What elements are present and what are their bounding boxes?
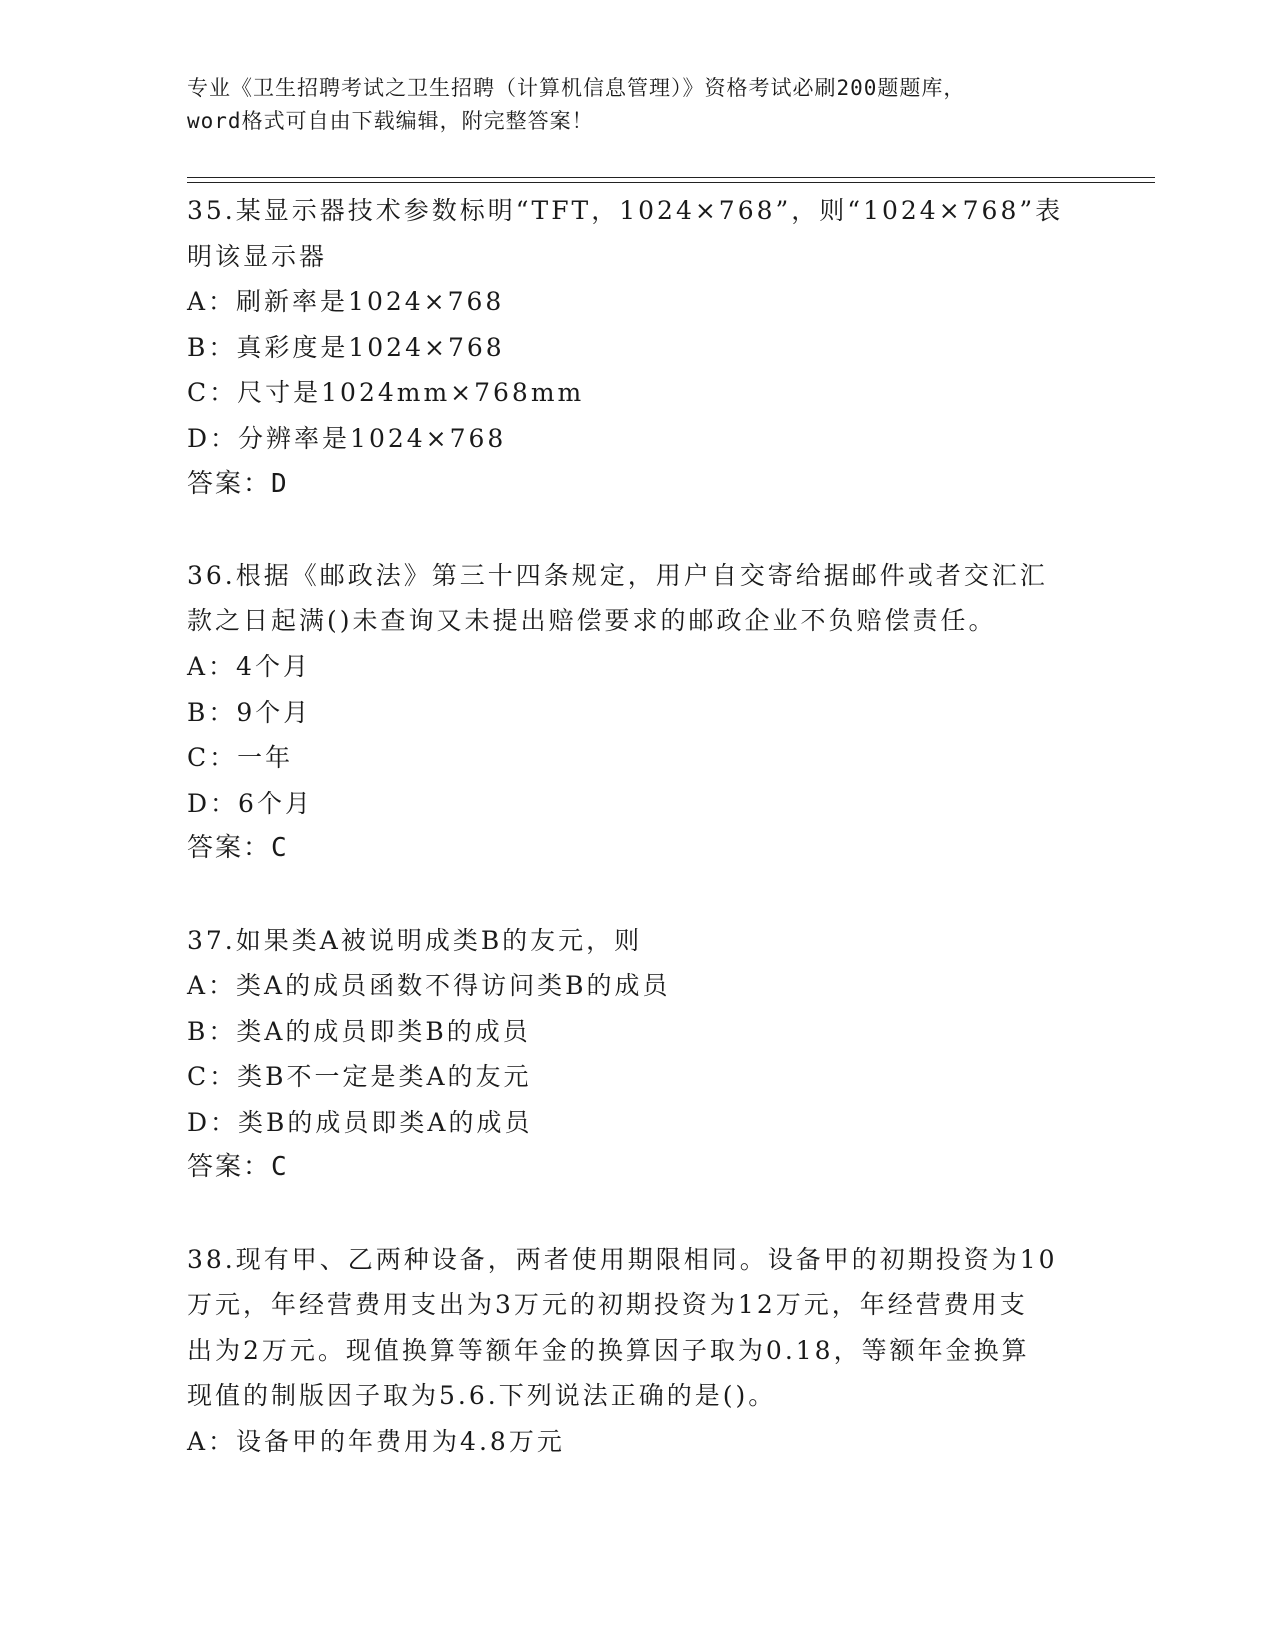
answer: 答案：C [187, 1152, 289, 1183]
option-d: D：分辨率是1024×768 [187, 423, 507, 453]
answer: 答案：D [187, 468, 289, 499]
option-a: A：刷新率是1024×768 [187, 287, 505, 317]
question-stem: 37.如果类A被说明成类B的友元，则 [187, 925, 643, 955]
option-b: B：类A的成员即类B的成员 [187, 1016, 531, 1046]
header-divider-bottom [187, 182, 1155, 183]
document-header [187, 72, 1107, 138]
question-35 [187, 188, 1147, 507]
question-stem: 36.根据《邮政法》第三十四条规定，用户自交寄给据邮件或者交汇汇 [187, 560, 1048, 590]
question-stem: 出为2万元。现值换算等额年金的换算因子取为0.18，等额年金换算 [187, 1335, 1030, 1365]
question-stem: 现值的制版因子取为5.6.下列说法正确的是()。 [187, 1381, 777, 1411]
option-c: C：尺寸是1024mm×768mm [187, 378, 585, 408]
question-stem: 35.某显示器技术参数标明“TFT，1024×768”，则“1024×768”表 [187, 196, 1064, 225]
question-38 [187, 1237, 1147, 1465]
option-a: A：类A的成员函数不得访问类B的成员 [187, 971, 671, 1001]
option-a: A：设备甲的年费用为4.8万元 [187, 1427, 565, 1457]
question-stem: 款之日起满()未查询又未提出赔偿要求的邮政企业不负赔偿责任。 [187, 606, 997, 636]
question-36 [187, 553, 1147, 872]
header-line-2: word格式可自由下载编辑，附完整答案！ [187, 109, 594, 133]
option-c: C：一年 [187, 743, 294, 773]
question-list [187, 188, 1147, 1465]
question-stem: 38.现有甲、乙两种设备，两者使用期限相同。设备甲的初期投资为10 [187, 1244, 1058, 1274]
header-line-1: 专业《卫生招聘考试之卫生招聘（计算机信息管理）》资格考试必刷200题题库， [187, 76, 966, 100]
option-b: B：真彩度是1024×768 [187, 332, 505, 362]
option-a: A：4个月 [187, 651, 311, 681]
option-d: D：类B的成员即类A的成员 [187, 1107, 533, 1137]
question-37 [187, 918, 1147, 1192]
option-d: D：6个月 [187, 788, 313, 818]
option-b: B：9个月 [187, 697, 312, 727]
question-stem: 万元，年经营费用支出为3万元的初期投资为12万元，年经营费用支 [187, 1290, 1028, 1320]
answer: 答案：C [187, 833, 289, 864]
question-stem: 明该显示器 [187, 241, 328, 271]
option-c: C：类B不一定是类A的友元 [187, 1062, 532, 1092]
header-divider-top [187, 177, 1155, 178]
